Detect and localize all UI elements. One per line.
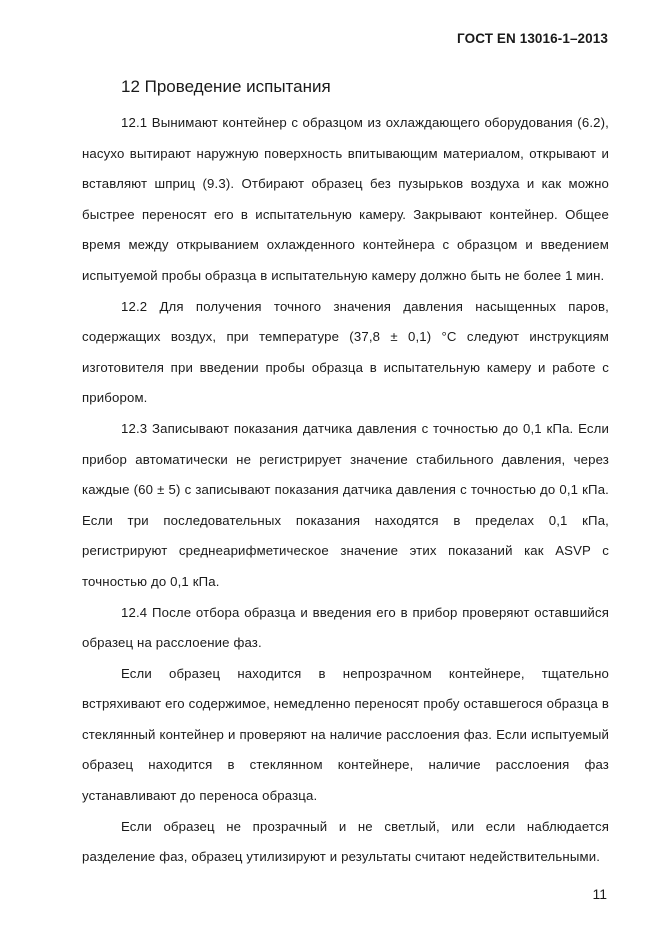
section-title: 12 Проведение испытания <box>121 77 331 96</box>
paragraph-12-3: 12.3 Записывают показания датчика давления с точностью до 0,1 кПа. Если прибор автоматически не регистрирует значение стабильного давления, через каждые (60 ± 5) с записывают показания датчика давления с точностью до 0,1 кПа. Если три последовательных показания находятся в пределах 0,1 кПа, регистрируют среднеарифметическое значение этих показаний как ASVP с точностью до 0,1 кПа. <box>82 420 609 589</box>
document-header-id: ГОСТ EN 13016-1–2013 <box>457 31 608 46</box>
section-body <box>82 108 609 873</box>
paragraph-opaque-container: Если образец находится в непрозрачном контейнере, тщательно встряхивают его содержимое, немедленно переносят пробу оставшегося образца в стеклянный контейнер и проверяют на наличие расслоения фаз. Если испытуемый образец находится в стеклянном контейнере, наличие расслоения фаз устанавливают до переноса образца. <box>82 665 609 804</box>
paragraph-12-4: 12.4 После отбора образца и введения его в прибор проверяют оставшийся образец на расслоение фаз. <box>82 604 609 651</box>
paragraph-invalid-results: Если образец не прозрачный и не светлый, или если наблюдается разделение фаз, образец утилизируют и результаты считают недействительными. <box>82 818 609 865</box>
page-number: 11 <box>592 886 607 902</box>
paragraph-12-1: 12.1 Вынимают контейнер с образцом из охлаждающего оборудования (6.2), насухо вытирают наружную поверхность впитывающим материалом, открывают и вставляют шприц (9.3). Отбирают образец без пузырьков воздуха и как можно быстрее переносят его в испытательную камеру. Закрывают контейнер. Общее время между открыванием охлажденного контейнера с образцом и введением испытуемой пробы образца в испытательную камеру должно быть не более 1 мин. <box>82 115 609 283</box>
paragraph-12-2: 12.2 Для получения точного значения давления насыщенных паров, содержащих воздух, при температуре (37,8 ± 0,1) °С следуют инструкциям изготовителя при введении пробы образца в испытательную камеру и работе с прибором. <box>82 298 609 406</box>
